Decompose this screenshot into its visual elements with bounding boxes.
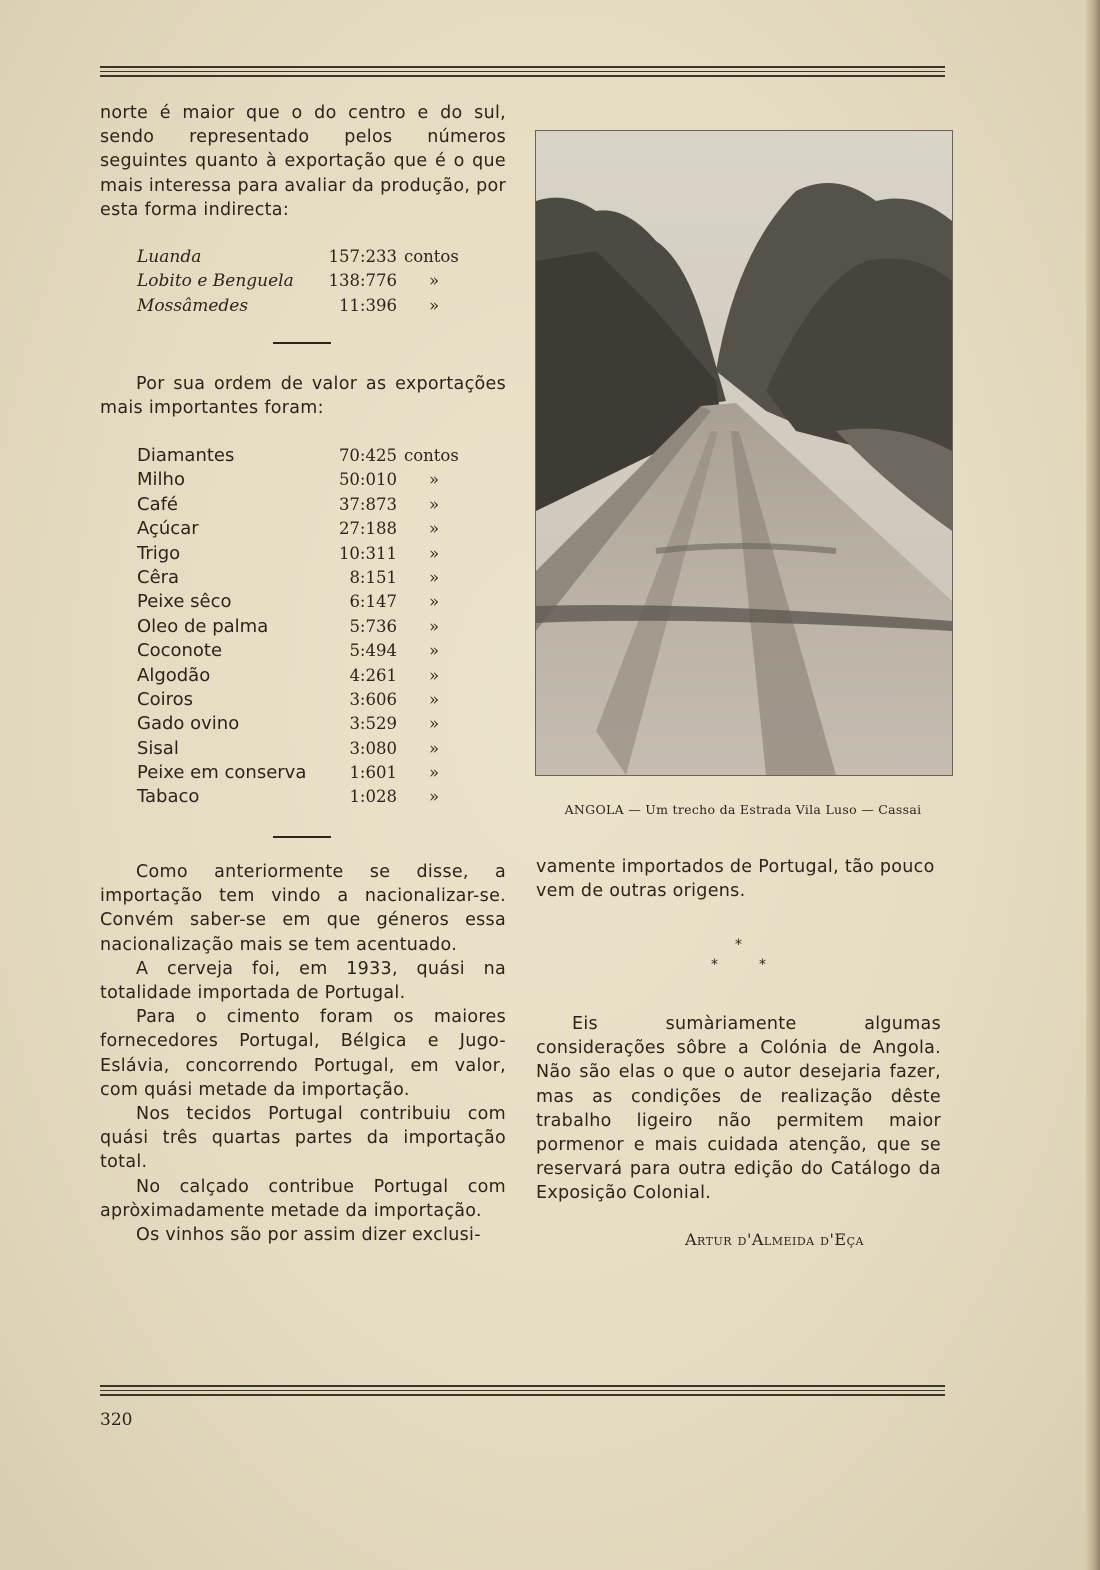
row-unit: » [429, 714, 440, 734]
continuation-paragraph: vamente importados de Portugal, tão pouco vem de outras origens. [536, 857, 935, 902]
row-unit: » [429, 543, 440, 563]
exports-intro-paragraph [100, 372, 506, 420]
row-label: Peixe em conserva [137, 762, 307, 784]
table-row [137, 639, 477, 663]
row-label: Café [137, 493, 179, 515]
table-row [137, 493, 477, 517]
table-row [137, 615, 477, 639]
asterism-star-1: * [735, 937, 742, 953]
table-row [137, 542, 477, 566]
table-row [137, 761, 477, 785]
row-unit: » [429, 271, 440, 291]
table-row [137, 737, 477, 761]
table-row [137, 590, 477, 614]
ports-export-table [137, 245, 477, 318]
asterism-star-3: * [759, 957, 766, 973]
table-row [137, 245, 477, 269]
exports-intro-text: Por sua ordem de valor as exportações mais importantes foram: [100, 374, 506, 419]
row-value: 10:311 [338, 543, 397, 563]
row-unit: » [429, 787, 440, 807]
table-row [137, 468, 477, 492]
intro-paragraph: norte é maior que o do centro e do sul, sendo representado pelos números seguintes quanto à exportação que é o que mais interessa para avaliar da produção, por esta forma indirecta: [100, 103, 506, 220]
row-label: Mossâmedes [137, 295, 249, 316]
row-label: Gado ovino [137, 713, 240, 735]
paragraph-1: Como anteriormente se disse, a importação tem vindo a nacionalizar-se. Convém saber-se em que géneros essa nacionalização mais se tem acentuado. [100, 862, 506, 955]
table-row [137, 517, 477, 541]
asterism-star-2: * [711, 957, 718, 973]
row-label: Milho [137, 469, 185, 491]
row-unit: » [429, 567, 440, 587]
row-value: 138:776 [328, 271, 397, 291]
row-label: Peixe sêco [137, 591, 232, 613]
row-value: 5:736 [349, 616, 397, 636]
row-value: 70:425 [338, 446, 397, 465]
book-spine-shadow [1086, 0, 1100, 1570]
paragraph-4: Nos tecidos Portugal contribuiu com quási três quartas partes da importação total. [100, 1104, 506, 1173]
paragraph-6: Os vinhos são por assim dizer exclusi- [136, 1225, 481, 1246]
row-label: Sisal [137, 737, 179, 759]
table-row [137, 785, 477, 809]
row-label: Diamantes [137, 445, 235, 466]
row-unit: » [429, 738, 440, 758]
row-unit: » [429, 470, 440, 490]
row-value: 6:147 [349, 592, 397, 612]
row-label: Oleo de palma [137, 615, 269, 637]
row-label: Trigo [137, 542, 181, 564]
row-label: Açúcar [137, 518, 199, 540]
row-label: Luanda [137, 247, 202, 267]
row-label: Tabaco [137, 786, 200, 808]
row-unit: contos [404, 446, 459, 465]
row-label: Lobito e Benguela [137, 271, 294, 292]
row-label: Cêra [137, 566, 180, 588]
page-number: 320 [100, 1410, 133, 1430]
row-unit: » [429, 295, 440, 315]
row-value: 11:396 [338, 295, 397, 315]
row-value: 5:494 [349, 641, 397, 661]
table-row [137, 664, 477, 688]
row-label: Coiros [137, 688, 193, 710]
section-divider-2 [273, 836, 331, 838]
closing-paragraph: Eis sumàriamente algumas considerações sôbre a Colónia de Angola. Não são elas o que o autor desejaria fazer, mas as condições de realização dêste trabalho ligeiro não permitem maior pormenor e mais cuidada atenção, que se reservará para outra edição do Catálogo da Exposição Colonial. [536, 1014, 941, 1204]
exports-table [137, 444, 477, 810]
row-unit: » [429, 592, 440, 612]
row-unit: » [429, 665, 440, 685]
row-unit: » [429, 616, 440, 636]
paragraph-2: A cerveja foi, em 1933, quási na totalidade importada de Portugal. [100, 958, 506, 1004]
row-unit: » [429, 689, 440, 709]
row-unit: » [429, 763, 440, 783]
row-value: 3:529 [349, 714, 397, 734]
row-value: 27:188 [338, 519, 397, 539]
table-row [137, 688, 477, 712]
photo-caption: ANGOLA — Um trecho da Estrada Vila Luso — Cassai [564, 802, 922, 817]
table-row [137, 294, 477, 318]
row-value: 3:606 [349, 689, 397, 709]
row-label: Coconote [137, 640, 223, 662]
row-label: Algodão [137, 664, 211, 686]
row-unit: » [429, 494, 440, 514]
table-row [137, 444, 477, 468]
table-row [137, 269, 477, 293]
row-value: 3:080 [349, 738, 397, 758]
row-unit: » [429, 641, 440, 661]
section-divider [273, 342, 331, 344]
imports-text-block [100, 860, 506, 1247]
author-signature: Artur d'Almeida d'Eça [685, 1230, 864, 1249]
top-rule [100, 66, 945, 80]
row-unit: » [429, 519, 440, 539]
row-value: 157:233 [328, 247, 397, 266]
row-value: 50:010 [338, 470, 397, 490]
row-unit: contos [404, 247, 459, 266]
row-value: 37:873 [338, 494, 397, 514]
paragraph-5: No calçado contribue Portugal com apròximadamente metade da importação. [100, 1176, 506, 1221]
table-row [137, 566, 477, 590]
table-row [137, 712, 477, 736]
row-value: 1:028 [349, 787, 397, 807]
row-value: 4:261 [349, 665, 397, 685]
bottom-rule [100, 1385, 945, 1399]
row-value: 1:601 [349, 763, 397, 783]
row-value: 8:151 [349, 567, 397, 587]
paragraph-3: Para o cimento foram os maiores fornecedores Portugal, Bélgica e Jugo-Eslávia, concorrendo Portugal, em valor, com quási metade da importação. [100, 1007, 506, 1100]
road-photograph [535, 130, 953, 776]
